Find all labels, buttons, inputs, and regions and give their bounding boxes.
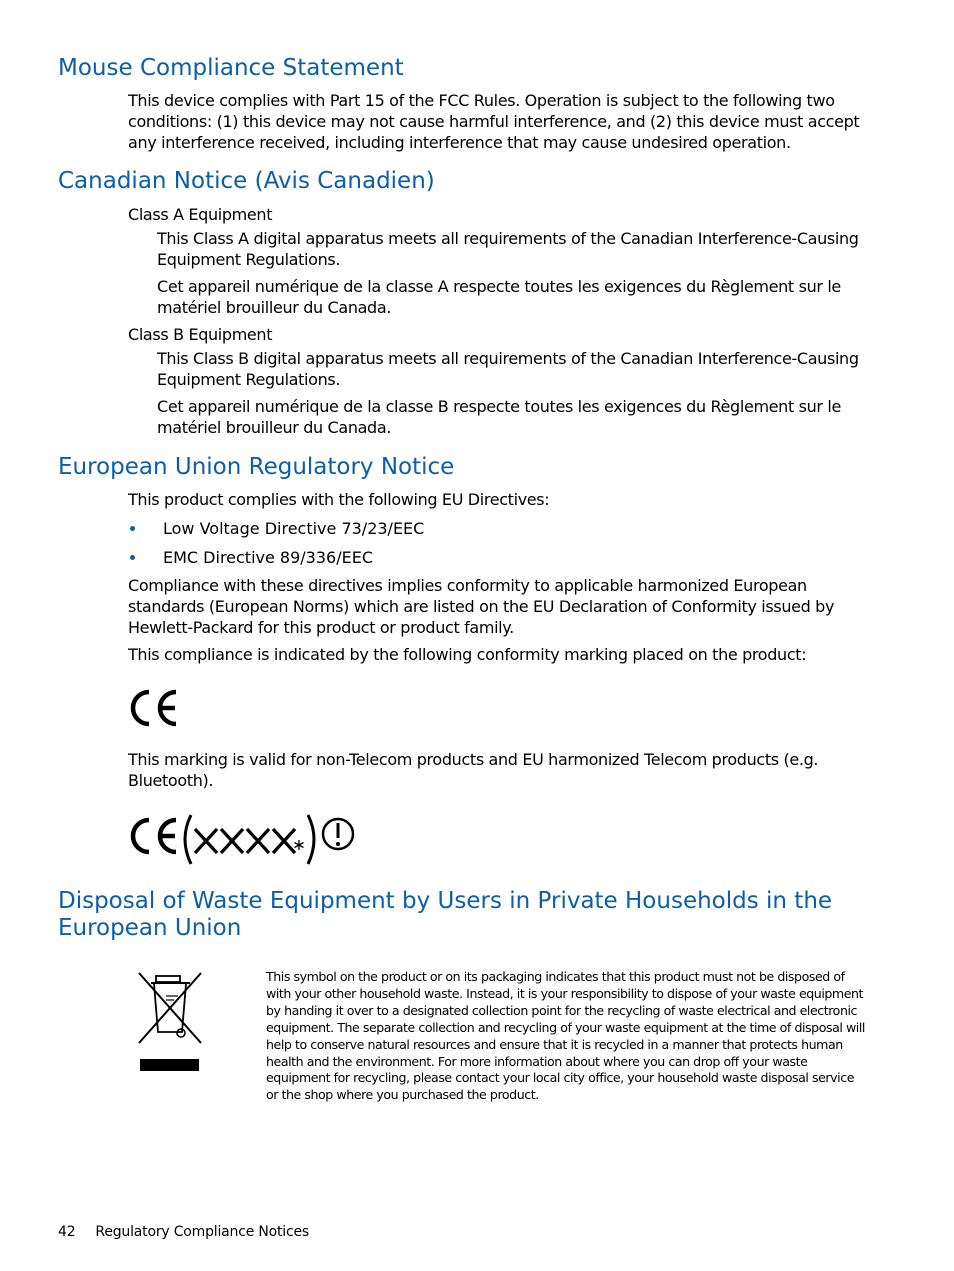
bullet-icon (130, 526, 135, 531)
page-footer (58, 1223, 309, 1241)
directive-list-item (128, 547, 373, 568)
class-a-english-text: This Class A digital apparatus meets all requirements of the Canadian Interference-Causing Equipment Regulations. (157, 229, 859, 269)
eu-marking-valid-text: This marking is valid for non-Telecom products and EU harmonized Telecom products (e.g. Bluetooth). (128, 750, 819, 790)
class-b-label: Class B Equipment (128, 325, 273, 344)
canadian-notice-heading: Canadian Notice (Avis Canadien) (58, 168, 435, 194)
directive-label: EMC Directive 89/336/EEC (163, 548, 373, 567)
eu-compliance-text: Compliance with these directives implies conformity to applicable harmonized European standards (European Norms) which are listed on the EU Declaration of Conformity issued by Hewlett-Packard for this product or product family. (128, 576, 835, 637)
mouse-compliance-text: This device complies with Part 15 of the FCC Rules. Operation is subject to the following two conditions: (1) this device may not cause harmful interference, and (2) this device must accept any interference received, including interference that may cause undesired operation. (128, 91, 860, 152)
ce-telecom-mark-icon (128, 815, 356, 867)
eu-notice-heading: European Union Regulatory Notice (58, 454, 455, 480)
directive-list-item (128, 518, 424, 539)
disposal-heading-line-1: Disposal of Waste Equipment by Users in Private Households in the (58, 888, 833, 914)
page-number: 42 (58, 1224, 76, 1240)
crossed-out-wheeled-bin-icon (136, 970, 204, 1074)
bullet-icon (130, 555, 135, 560)
class-a-label: Class A Equipment (128, 205, 273, 224)
class-b-french-text: Cet appareil numérique de la classe B respecte toutes les exigences du Règlement sur le matériel brouilleur du Canada. (157, 397, 841, 437)
disposal-heading-line-2: European Union (58, 915, 242, 941)
ce-mark-icon (128, 688, 180, 728)
class-a-french-text: Cet appareil numérique de la classe A respecte toutes les exigences du Règlement sur le matériel brouilleur du Canada. (157, 277, 841, 317)
eu-directives-intro: This product complies with the following EU Directives: (128, 490, 550, 509)
footer-section-title: Regulatory Compliance Notices (95, 1224, 309, 1240)
directive-label: Low Voltage Directive 73/23/EEC (163, 519, 425, 538)
mouse-compliance-heading: Mouse Compliance Statement (58, 55, 404, 81)
class-b-english-text: This Class B digital apparatus meets all requirements of the Canadian Interference-Causing Equipment Regulations. (157, 349, 859, 389)
eu-marking-intro: This compliance is indicated by the following conformity marking placed on the product: (128, 645, 807, 664)
disposal-text: This symbol on the product or on its packaging indicates that this product must not be disposed of with your other household waste. Instead, it is your responsibility to dispose of your waste equipment by handing it over to a designated collection point for the recycling of waste electrical and electronic equipment. The separate collection and recycling of your waste equipment at the time of disposal will help to conserve natural resources and ensure that it is recycled in a manner that protects human health and the environment. For more information about where you can drop off your waste equipment for recycling, please contact your local city office, your household waste disposal service or the shop where you purchased the product. (266, 969, 865, 1103)
